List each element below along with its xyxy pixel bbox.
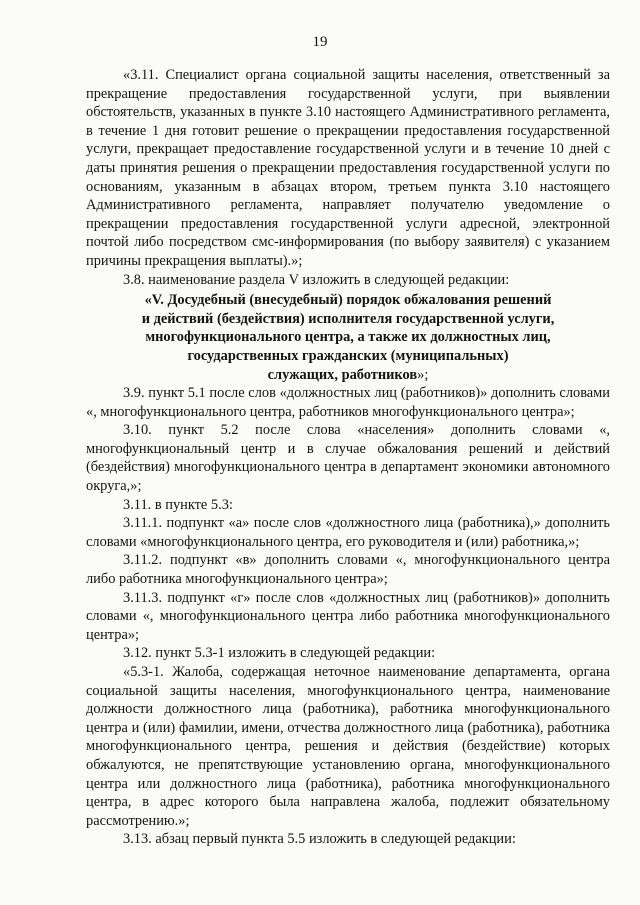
heading-line-5-tail: »;	[417, 366, 429, 383]
document-body	[86, 66, 610, 849]
heading-line-5	[86, 366, 610, 385]
paragraph-3-11: 3.11. в пункте 5.3:	[123, 496, 233, 513]
paragraph-3-10: 3.10. пункт 5.2 после слова «населения» дополнить словами «, многофункциональный центр и в случае обжалования решений и действий (бездействия) многофункционального центра в департамент экономики автономного округа,»;	[86, 422, 610, 495]
paragraph-3-13: 3.13. абзац первый пункта 5.5 изложить в следующей редакции:	[123, 831, 516, 848]
paragraph-3-8: 3.8. наименование раздела V изложить в следующей редакции:	[123, 271, 510, 288]
paragraph-3-11-3: 3.11.3. подпункт «г» после слов «должностных лиц (работников)» дополнить словами «, многофункционального центра либо работника многофункционального центра»;	[86, 589, 610, 643]
heading-line-2: и действий (бездействия) исполнителя государственной услуги,	[141, 310, 555, 327]
paragraph-3-11-1: 3.11.1. подпункт «а» после слов «должностного лица (работника),» дополнить словами «многофункционального центра, его руководителя и (или) работника,»;	[86, 515, 610, 550]
heading-line-5-text: служащих, работников	[267, 366, 418, 383]
paragraph-3-11-2: 3.11.2. подпункт «в» дополнить словами «, многофункционального центра либо работника многофункционального центра»;	[86, 552, 610, 588]
section-v-heading	[86, 291, 610, 384]
paragraph-3-11-specialist: «3.11. Специалист органа социальной защиты населения, ответственный за прекращение предоставления государственной услуги, при выявлении обстоятельств, указанных в пункте 3.10 настоящего Административного регламента, в течение 1 дня готовит решение о прекращении предоставления государственной услуги, прекращает предоставление государственной услуги и в течение 10 дней с даты принятия решения о прекращении предоставления государственной услуги по основаниям, указанным в абзацах втором, третьем пункта 3.10 настоящего Административного регламента, направляет получателю уведомление о прекращении предоставления государственной услуги адресной, электронной почтой либо посредством смс-информирования (по выбору заявителя) с указанием причины прекращения выплаты).»;	[86, 67, 610, 269]
paragraph-3-9: 3.9. пункт 5.1 после слов «должностных лиц (работников)» дополнить словами «, многофункционального центра, работников многофункционального центра»;	[86, 385, 610, 420]
heading-line-3: многофункционального центра, а также их должностных лиц,	[145, 329, 551, 346]
paragraph-3-12: 3.12. пункт 5.3-1 изложить в следующей редакции:	[123, 645, 436, 662]
heading-line-4: государственных гражданских (муниципальных)	[187, 347, 509, 364]
page-number: 19	[312, 34, 328, 50]
paragraph-5-3-1: «5.3-1. Жалоба, содержащая неточное наименование департамента, органа социальной защиты населения, многофункционального центра, наименование должности должностного лица (работника), работника многофункционального центра и (или) фамилии, имени, отчества должностного лица (работника), работника многофункционального центра, решения и действия (бездействие) которых обжалуются, не препятствующие установлению органа, многофункционального центра или должностного лица (работника), работника многофункционального центра, в адрес которого была направлена жалоба, подлежит обязательному рассмотрению.»;	[86, 664, 610, 829]
heading-line-1: «V. Досудебный (внесудебный) порядок обжалования решений	[144, 292, 552, 309]
